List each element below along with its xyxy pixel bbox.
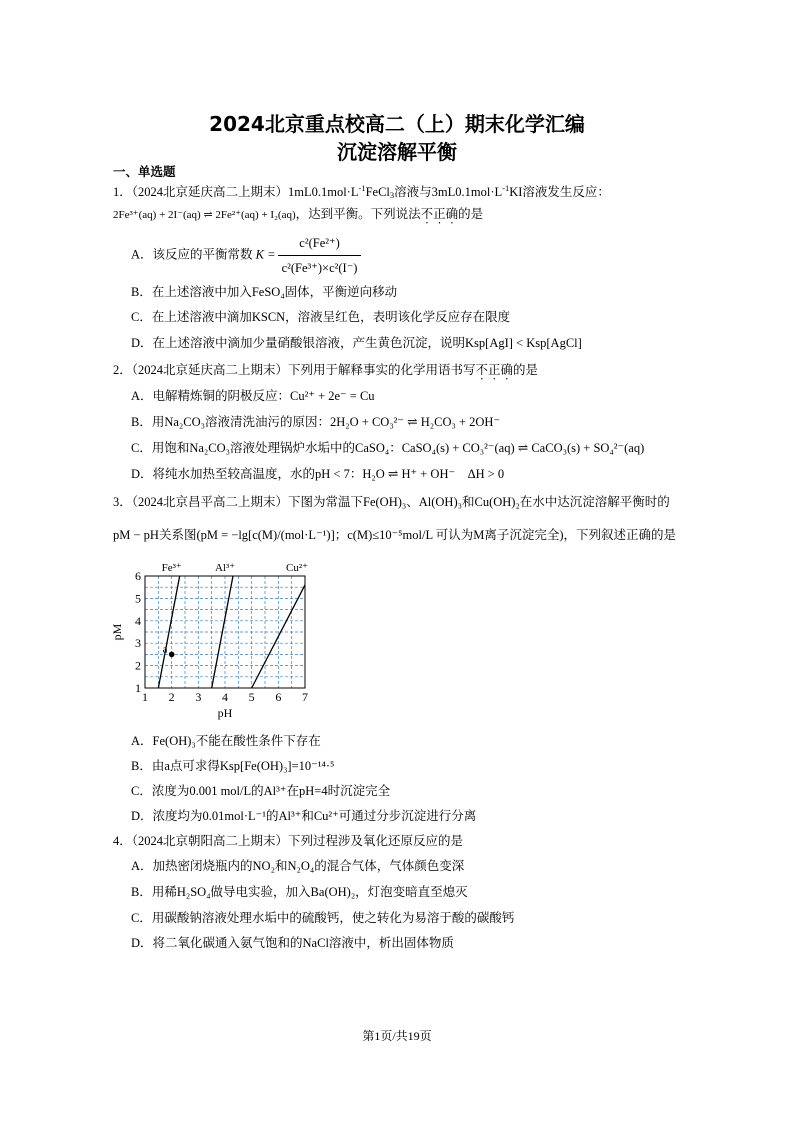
question-1-stem: 1．（2024北京延庆高二上期末）$1mL0.1mol\cdot L^{-1}FeCl_3$溶液与$3mL0.1mol\cdot L^{-1}KI$溶液发生反应： — [113, 183, 610, 200]
y-tick-label: 4 — [135, 613, 141, 628]
question-2-stem: 2．（2024北京延庆高二上期末）下列用于解释事实的化学用语书写不正确的是 — [113, 363, 539, 377]
question-1-option-b: B．在上述溶液中加入FeSO₄固体，平衡逆向移动 — [131, 285, 398, 299]
document-title: 2024北京重点校高二（上）期末化学汇编 — [209, 112, 585, 136]
x-axis-label: pH — [217, 706, 233, 720]
question-4-stem: 4．（2024北京朝阳高二上期末）下列过程涉及氧化还原反应的是 — [113, 834, 464, 848]
x-tick-label: 5 — [248, 690, 255, 704]
x-tick-label: 2 — [168, 690, 175, 704]
series-label: Cu²⁺ — [286, 562, 308, 574]
question-1-equation: 2Fe³⁺(aq) + 2I⁻(aq) ⇌ 2Fe²⁺(aq) + I₂(aq)，达到平衡。下列说法不正确的是 — [113, 207, 484, 221]
x-tick-label: 4 — [222, 690, 228, 704]
x-tick-label: 7 — [302, 690, 308, 704]
question-2-option-a: A．电解精炼铜的阴极反应：Cu²⁺ + 2e⁻ = Cu — [131, 389, 375, 403]
question-3-option-b: B．由a点可求得Ksp[Fe(OH)₃]=10⁻¹⁴·⁵ — [131, 759, 335, 773]
question-2-option-d: D．将纯水加热至较高温度，水的pH < 7：H₂O ⇌ H⁺ + OH⁻ ΔH > 0 — [131, 467, 505, 481]
page-footer: 第1页/共19页 — [362, 1029, 432, 1043]
question-4-option-a: A．加热密闭烧瓶内的NO₂和N₂O₄的混合气体，气体颜色变深 — [131, 859, 465, 873]
question-3-option-a: A．Fe(OH)₃不能在酸性条件下存在 — [131, 734, 321, 748]
y-tick-label: 1 — [135, 681, 141, 695]
x-tick-label: 3 — [195, 690, 202, 704]
question-3-option-c: C．浓度为0.001 mol/L的Al³⁺在pH=4时沉淀完全 — [131, 784, 391, 798]
question-2-option-b: B．用Na₂CO₃溶液清洗油污的原因：2H₂O + CO₃²⁻ ⇌ H₂CO₃ + 2OH⁻ — [131, 415, 501, 429]
y-tick-label: 2 — [135, 658, 141, 673]
series-label: Al³⁺ — [214, 562, 236, 574]
question-2-option-c: C．用饱和Na₂CO₃溶液处理锅炉水垢中的CaSO₄：CaSO₄(s) + CO₃²⁻(aq) ⇌ CaCO₃(s) + SO₄²⁻(aq) — [131, 441, 645, 455]
question-1-option-a: A．该反应的平衡常数 K = $\frac{\text{c²(Fe²⁺)}}{\text{c²(Fe³⁺)×c²(I⁻)}}$ — [131, 233, 363, 278]
question-1-option-c: C．在上述溶液中滴加KSCN，溶液呈红色，表明该化学反应存在限度 — [131, 310, 511, 324]
question-4-option-c: C．用碳酸钠溶液处理水垢中的硫酸钙，使之转化为易溶于酸的碳酸钙 — [131, 911, 515, 925]
question-3-stem-line1: 3．（2024北京昌平高二上期末）下图为常温下Fe(OH)₃、Al(OH)₃和Cu(OH)₂在水中达沉淀溶解平衡时的 — [113, 495, 670, 509]
x-tick-label: 1 — [142, 690, 148, 704]
x-tick-label: 6 — [275, 690, 282, 704]
series-line — [212, 576, 233, 688]
y-tick-label: 6 — [135, 569, 141, 583]
y-tick-label: 5 — [135, 591, 141, 606]
question-4-option-d: D．将二氧化碳通入氨气饱和的NaCl溶液中，析出固体物质 — [131, 936, 454, 950]
question-3-option-d: D．浓度均为0.01mol·L⁻¹的Al³⁺和Cu²⁺可通过分步沉淀进行分离 — [131, 809, 477, 823]
section-heading: 一、单选题 — [113, 164, 176, 179]
point-a-marker — [169, 652, 175, 658]
question-1-option-d: D．在上述溶液中滴加少量硝酸银溶液，产生黄色沉淀，说明Ksp[AgI] < Ksp[AgCl] — [131, 336, 582, 350]
y-tick-label: 3 — [135, 636, 141, 651]
document-subtitle: 沉淀溶解平衡 — [337, 140, 457, 164]
y-axis-label: pM — [110, 623, 124, 641]
point-a-label: a — [162, 643, 168, 656]
question-3-stem-line2: pM − pH关系图(pM = −lg[c(M)/(mol·L⁻¹)]；c(M)≤10⁻⁵mol/L 可认为M离子沉淀完全)，下列叙述正确的是 — [113, 528, 677, 542]
series-label: Fe³⁺ — [161, 562, 182, 574]
question-4-option-b: B．用稀H₂SO₄做导电实验，加入Ba(OH)₂，灯泡变暗直至熄灭 — [131, 885, 468, 899]
pm-ph-chart — [105, 556, 325, 726]
